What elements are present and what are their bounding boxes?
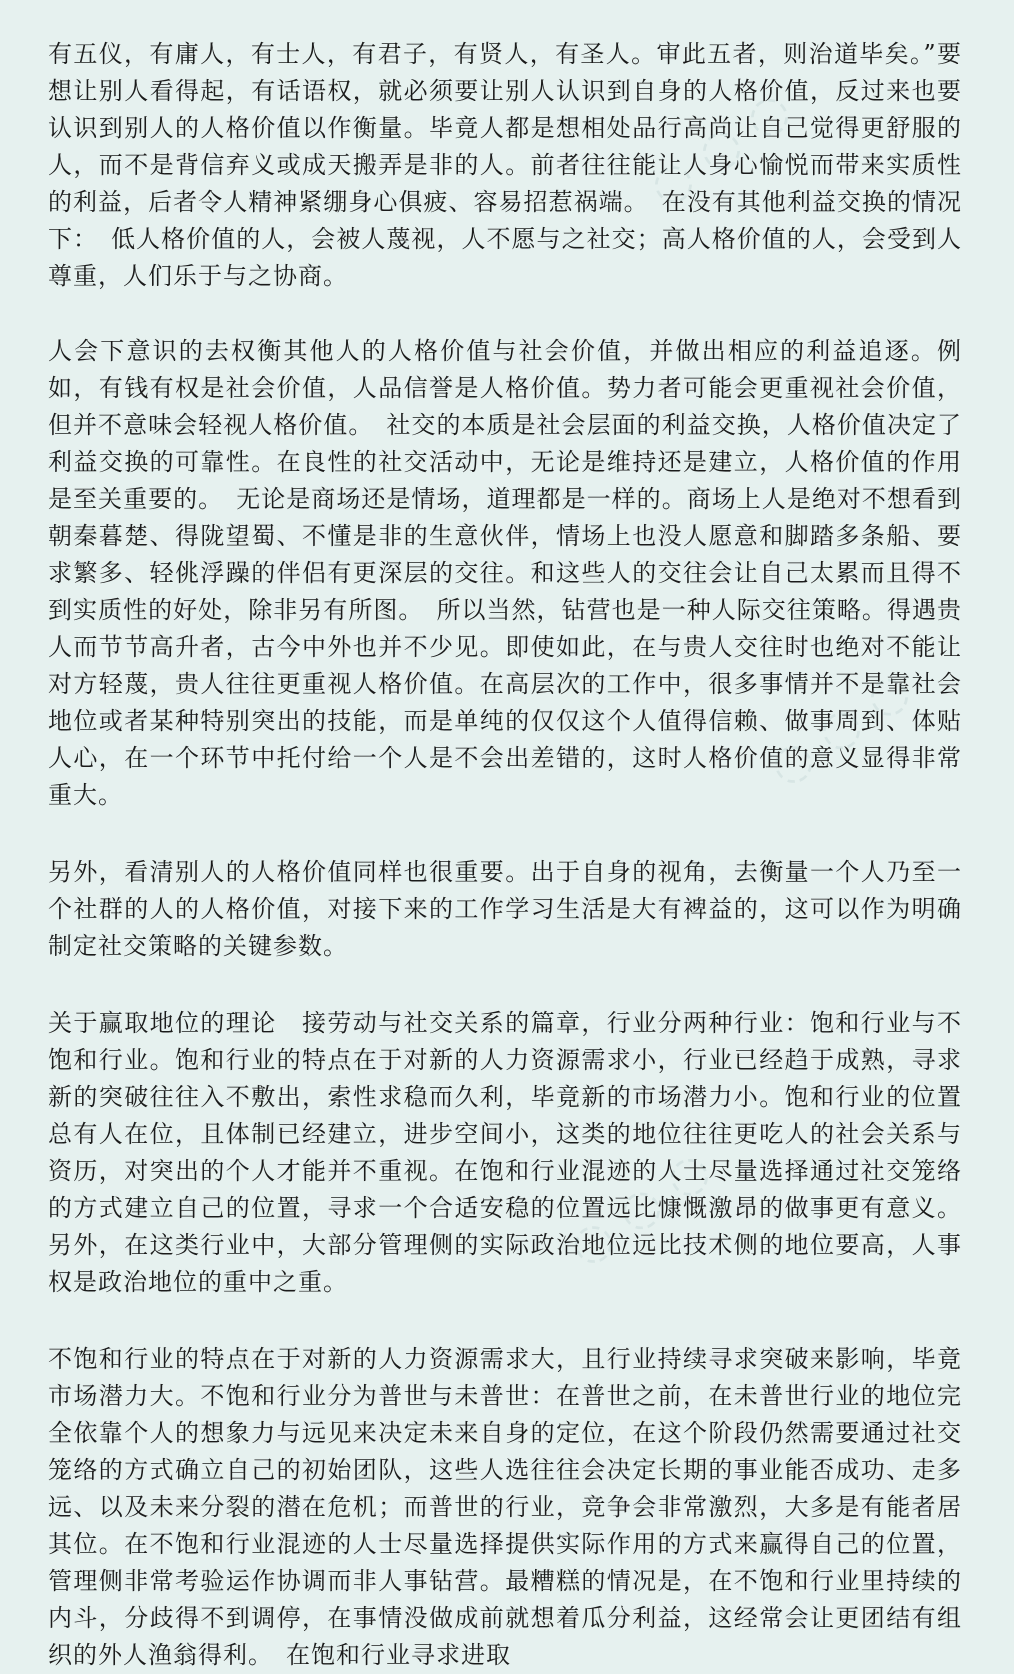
paragraph-social-value-weighing: 人会下意识的去权衡其他人的人格价值与社会价值，并做出相应的利益追逐。例如，有钱有权是社会价值，人品信誉是人格价值。势力者可能会更重视社会价值，但并不意味会轻视人格价值。 社交的本质是社会层面的利益交换，人格价值决定了利益交换的可靠性。在良性的社交活动中，无论是维持还是建立，人格价值的作用是至关重要的。 无论是商场还是情场，道理都是一样的。商场上人是绝对不想看到朝秦暮楚、得陇望蜀、不懂是非的生意伙伴，情场上也没人愿意和脚踏多条船、要求繁多、轻佻浮躁的伴侣有更深层的交往。和这些人的交往会让自己太累而且得不到实质性的好处，除非另有所图。 所以当然，钻营也是一种人际交往策略。得遇贵人而节节高升者，古今中外也并不少见。即使如此，在与贵人交往时也绝对不能让对方轻蔑，贵人往往更重视人格价值。在高层次的工作中，很多事情并不是靠社会地位或者某种特别突出的技能，而是单纯的仅仅这个人值得信赖、做事周到、体贴人心，在一个环节中托付给一个人是不会出差错的，这时人格价值的意义显得非常重大。 — [48, 337, 962, 809]
watermark: ◌ ◌ ◌ — [638, 79, 801, 217]
paragraph-saturated-industry: 关于赢取地位的理论 接劳动与社交关系的篇章，行业分两种行业：饱和行业与不饱和行业。饱和行业的特点在于对新的人力资源需求小，行业已经趋于成熟，寻求新的突破往往入不敷出，索性求稳而久利，毕竟新的市场潜力小。饱和行业的位置总有人在位，且体制已经建立，进步空间小，这类的地位往往更吃人的社会关系与资历，对突出的个人才能并不重视。在饱和行业混迹的人士尽量选择通过社交笼络的方式建立自己的位置，寻求一个合适安稳的位置远比慷慨激昂的做事更有意义。另外，在这类行业中，大部分管理侧的实际政治地位远比技术侧的地位要高，人事权是政治地位的重中之重。 — [48, 1009, 962, 1296]
paragraph-unsaturated-industry: 不饱和行业的特点在于对新的人力资源需求大，且行业持续寻求突破来影响，毕竟市场潜力大。不饱和行业分为普世与未普世：在普世之前，在未普世行业的地位完全依靠个人的想象力与远见来决定未来自身的定位，在这个阶段仍然需要通过社交笼络的方式确立自己的初始团队，这些人选往往会决定长期的事业能否成功、走多远、以及未来分裂的潜在危机；而普世的行业，竞争会非常激烈，大多是有能者居其位。在不饱和行业混迹的人士尽量选择提供实际作用的方式来赢得自己的位置，管理侧非常考验运作协调而非人事钻营。最糟糕的情况是，在不饱和行业里持续的内斗，分歧得不到调停，在事情没做成前就想着瓜分利益，这经常会让更团结有组织的外人渔翁得利。 在饱和行业寻求进取 — [48, 1345, 962, 1669]
paragraph-judging-others: 另外，看清别人的人格价值同样也很重要。出于自身的视角，去衡量一个人乃至一个社群的人的人格价值，对接下来的工作学习生活是大有裨益的，这可以作为明确制定社交策略的关键参数。 — [48, 858, 962, 960]
watermark: ◌ ◌ ◌ — [558, 1139, 721, 1277]
watermark: ◌ ◌ ◌ — [758, 659, 921, 797]
paragraph-personality-value-intro: 有五仪，有庸人，有士人，有君子，有贤人，有圣人。审此五者，则治道毕矣。”要想让别人看得起，有话语权，就必须要让别人认识到自身的人格价值，反过来也要认识到别人的人格价值以作衡量。毕竟人都是想相处品行高尚让自己觉得更舒服的人，而不是背信弃义或成天搬弄是非的人。前者往往能让人身心愉悦而带来实质性的利益，后者令人精神紧绷身心俱疲、容易招惹祸端。 在没有其他利益交换的情况下： 低人格价值的人，会被人蔑视，人不愿与之社交；高人格价值的人，会受到人尊重，人们乐于与之协商。 — [48, 40, 962, 290]
